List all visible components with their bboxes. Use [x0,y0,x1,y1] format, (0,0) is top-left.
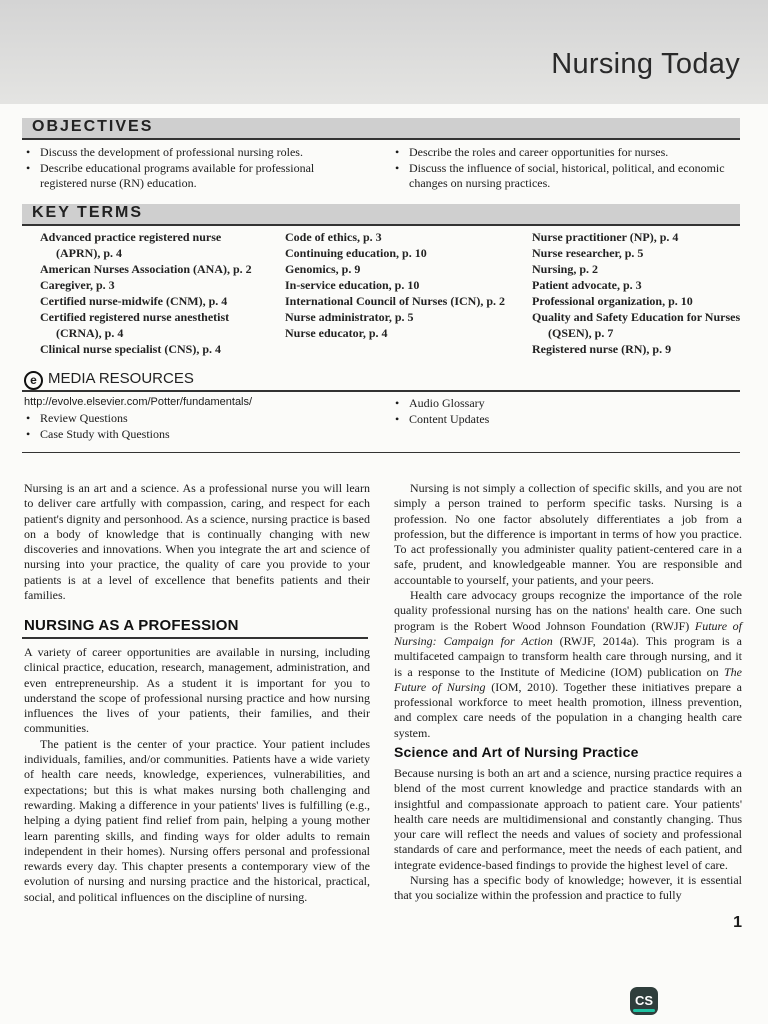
objective-item: • Discuss the influence of social, historical, political, and economic changes on nursing practices. [393,161,743,192]
intro-text: Nursing is an art and a science. As a professional nurse you will learn to deliver care artfully with compassion, caring, and respect for each patient's dignity and personhood. As a science, nursing practice is based on a body of knowledge that is continually changing with new discoveries and innovations. When you integrate the art and science of nursing into your practice, the quality of care you provide to your patients is at a level of excellence that benefits patients and their families. [24,481,370,603]
media-url-link[interactable]: http://evolve.elsevier.com/Potter/fundamentals/ [24,396,253,408]
key-term: Quality and Safety Education for Nurses (QSEN), p. 7 [532,310,741,340]
intro-paragraph [24,481,370,603]
key-term: Nurse practitioner (NP), p. 4 [532,230,679,244]
key-terms-heading-bar [22,204,740,226]
science-art-paragraph-1: Because nursing is both an art and a science, nursing practice requires a blend of the most current knowledge and practice standards with an insightful and compassionate approach to patient care. Your patients' health care needs are multidimensional and constantly changing. Thus your care will reflect the needs and values of society and professional standards of care and performance, meet the needs of each patient, and integrate evidence-based findings to provide the highest level of care. [394,766,742,872]
key-term: Genomics, p. 9 [285,262,361,276]
key-term: Code of ethics, p. 3 [285,230,382,244]
objectives-left-list [24,145,344,192]
media-item: • Review Questions [24,411,344,427]
key-terms-col-2 [285,229,507,341]
key-term: Nurse educator, p. 4 [285,326,388,340]
objective-item: • Describe educational programs available for professional registered nurse (RN) education. [24,161,344,192]
science-art-paragraphs [394,766,742,904]
media-item: • Content Updates [393,412,713,428]
profession-paragraphs [24,645,370,905]
campaign-title: Future of Nursing: Campaign for Action [394,618,742,648]
profession-paragraph-2: The patient is the center of your practice. Your patient includes individuals, families, and/or communities. Patients have a wide variety of health care needs, knowledge, experiences, vulnerabilities, and expectations; but this is what makes nursing both challenging and rewarding. Making a difference in your patients' lives is fulfilling (e.g., helping a dying patient find relief from pain, helping a young mother learn parenting skills, and finding ways for older adults to remain independent in their homes). Nursing offers personal and professional rewards every day. This chapter presents a contemporary view of the evolution of nursing and nursing practice and the historical, practical, social, and political influences on the discipline of nursing. [24,736,370,904]
objective-item: • Describe the roles and career opportunities for nurses. [393,145,743,161]
subsection-heading: Science and Art of Nursing Practice [394,744,639,760]
advocacy-paragraph [394,588,742,741]
right-column-paragraphs [394,481,742,741]
key-terms-col-3 [532,229,747,357]
key-term: Professional organization, p. 10 [532,294,693,308]
profession-definition-paragraph: Nursing is not simply a collection of specific skills, and you are not simply a person trained to perform specific tasks. Nursing is a profession. No one factor absolutely differentiates a job from a profession, but the difference is important in terms of how you practice. To act professionally you administer quality patient-centered care in a safe, prudent, and knowledgeable manner. You are responsible and accountable to yourself, your patients, and your peers. [394,481,742,587]
key-term: International Council of Nurses (ICN), p. 2 [285,294,506,308]
key-term: In-service education, p. 10 [285,278,420,292]
key-term: Continuing education, p. 10 [285,246,427,260]
media-left-list [24,411,344,442]
key-term: American Nurses Association (ANA), p. 2 [40,262,252,276]
media-item: • Audio Glossary [393,396,713,412]
profession-paragraph-1: A variety of career opportunities are available in nursing, including clinical practice, education, research, management, administration, and even entrepreneurship. As a student it is important for you to understand the scope of professional nursing practice and how nursing influences the lives of your patients, their families, and their communities. [24,645,370,736]
key-terms-heading: KEY TERMS [32,204,144,221]
key-term: Certified registered nurse anesthetist (CRNA), p. 4 [40,310,230,340]
objectives-heading-bar [22,118,740,140]
objectives-heading: OBJECTIVES [32,118,154,135]
key-term: Caregiver, p. 3 [40,278,115,292]
science-art-paragraph-2: Nursing has a specific body of knowledge; however, it is essential that you socialize within the profession and practice to fully [394,873,742,903]
media-item: • Case Study with Questions [24,427,344,443]
key-term: Registered nurse (RN), p. 9 [532,342,672,356]
section-heading-rule [22,637,368,639]
key-term: Clinical nurse specialist (CNS), p. 4 [40,342,222,356]
key-term: Nursing, p. 2 [532,262,599,276]
objective-item: • Discuss the development of professional nursing roles. [24,145,344,161]
camscanner-badge-icon: CS [630,987,658,1015]
objectives-right-list [393,145,743,192]
media-right-list [393,396,713,427]
iom-publication-title: The Future of Nursing [394,664,742,694]
key-term: Nurse administrator, p. 5 [285,310,414,324]
key-term: Advanced practice registered nurse (APRN), p. 4 [40,230,222,260]
key-term: Nurse researcher, p. 5 [532,246,644,260]
media-resources-heading-bar [22,370,740,392]
key-term: Certified nurse-midwife (CNM), p. 4 [40,294,228,308]
media-bottom-rule [22,452,740,453]
advocacy-text-a: Health care advocacy groups recognize the importance of the role quality professional nursing has on the nations' health care. One such program is the Robert Wood Johnson Foundation (RWJF) [394,588,742,633]
key-term: Patient advocate, p. 3 [532,278,642,292]
advocacy-text-c: (IOM, 2010). Together these initiatives prepare a professional workforce to meet health promotion, illness prevention, and complex care needs of the population in a changing health care system. [394,679,742,740]
chapter-title: Nursing Today [551,48,740,80]
section-heading: NURSING AS A PROFESSION [24,617,239,634]
evolve-e-icon: e [24,371,43,390]
media-resources-heading: MEDIA RESOURCES [48,370,194,387]
advocacy-text-b: (RWJF, 2014a). This program is a multifaceted campaign to transform health care through nursing, and it is a response to the Institute of Medicine (IOM) publication on [394,633,742,679]
key-terms-col-1 [40,229,252,357]
page-number: 1 [733,914,742,931]
